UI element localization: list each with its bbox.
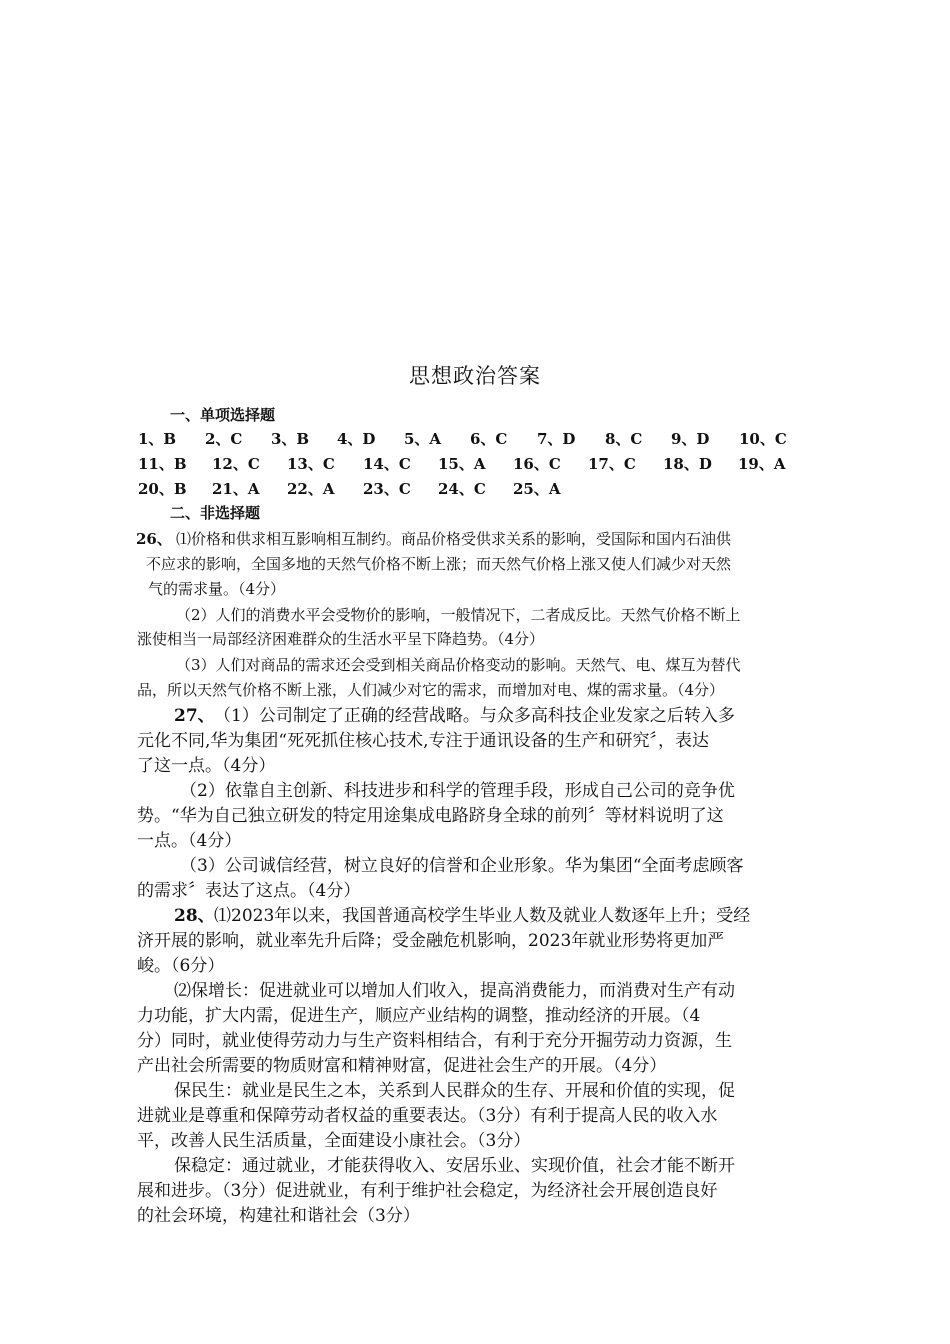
answer-line: （3）人们对商品的需求还会受到相关商品价格变动的影响。天然气、电、煤互为替代 (176, 656, 741, 674)
answer-item: 17、C (588, 455, 636, 473)
page-title: 思想政治答案 (409, 364, 541, 388)
question-number-26: 26、 (136, 530, 172, 548)
answer-line: ⑴价格和供求相互影响相互制约。商品价格受供求关系的影响，受国际和国内石油供 (176, 530, 732, 548)
answer-line: （3）公司诚信经营，树立良好的信誉和企业形象。华为集团“全面考虑顾客 (180, 856, 744, 876)
answer-line: 元化不同,华为集团“死死抓住核心技术,专注于通讯设备的生产和研究〞，表达 (137, 731, 709, 751)
answer-item: 12、C (212, 455, 260, 473)
answer-line: 不应求的影响，全国多地的天然气价格不断上涨；而天然气价格上涨又使人们减少对天然 (146, 555, 732, 573)
answer-line: 产出社会所需要的物质财富和精神财富，促进社会生产的开展。（4分） (137, 1056, 667, 1076)
answer-item: 20、B (138, 480, 187, 498)
answer-line: 一点。（4分） (137, 831, 242, 851)
answer-item: 10、C (739, 430, 787, 448)
answer-line: 的社会环境，构建社和谐社会（3分） (137, 1206, 420, 1226)
answer-line: 了这一点。（4分） (137, 756, 276, 776)
section-heading-choice: 一、单项选择题 (170, 406, 276, 424)
answer-line: ⑵保增长：促进就业可以增加人们收入，提高消费能力，而消费对生产有动 (174, 981, 735, 1001)
answer-item: 4、D (337, 430, 376, 448)
answer-item: 14、C (363, 455, 411, 473)
answer-item: 24、C (438, 480, 486, 498)
answer-item: 6、C (470, 430, 508, 448)
answer-item: 16、C (513, 455, 561, 473)
answer-line: 势。“华为自己独立研发的特定用途集成电路跻身全球的前列〞等材料说明了这 (137, 806, 724, 826)
answer-item: 1、B (138, 430, 177, 448)
answer-item: 5、A (404, 430, 442, 448)
answer-item: 18、D (663, 455, 712, 473)
answer-item: 3、B (271, 430, 310, 448)
answer-line: 济开展的影响，就业率先升后降；受金融危机影响，2023年就业形势将更加严 (137, 931, 725, 951)
answer-line: （1）公司制定了正确的经营战略。与众多高科技企业发家之后转入多 (214, 706, 735, 726)
answer-line: 保稳定：通过就业，才能获得收入、安居乐业、实现价值，社会才能不断开 (174, 1156, 735, 1176)
answer-item: 8、C (605, 430, 643, 448)
answer-item: 7、D (537, 430, 576, 448)
answer-line: 力功能，扩大内需，促进生产，顺应产业结构的调整，推动经济的开展。（4 (137, 1006, 701, 1026)
answer-line: 品，所以天然气价格不断上涨，人们减少对它的需求，而增加对电、煤的需求量。（4分） (137, 681, 725, 699)
section-heading-nonchoice: 二、非选择题 (170, 504, 261, 522)
answer-item: 11、B (138, 455, 187, 473)
answer-line: 平，改善人民生活质量，全面建设小康社会。（3分） (137, 1131, 531, 1151)
answer-row-1 (138, 428, 818, 450)
answer-row-3 (138, 478, 818, 500)
answer-line: 分）同时，就业使得劳动力与生产资料相结合，有利于充分开掘劳动力资源，生 (137, 1031, 732, 1051)
answer-row-2 (138, 453, 818, 475)
question-number-27: 27、 (174, 706, 215, 726)
answer-item: 2、C (205, 430, 243, 448)
answer-line: 涨使相当一局部经济困难群众的生活水平呈下降趋势。（4分） (137, 630, 545, 648)
answer-item: 23、C (363, 480, 411, 498)
answer-item: 13、C (287, 455, 335, 473)
question-number-28: 28、 (174, 906, 215, 926)
answer-line: 气的需求量。（4分） (148, 580, 286, 598)
answer-item: 21、A (212, 480, 260, 498)
answer-line: （2）依靠自主创新、科技进步和科学的管理手段，形成自己公司的竞争优 (180, 781, 735, 801)
answer-line: 的需求〞表达了这点。（4分） (137, 881, 361, 901)
answer-line: 进就业是尊重和保障劳动者权益的重要表达。（3分）有利于提高人民的收入水 (137, 1106, 718, 1126)
answer-item: 22、A (287, 480, 335, 498)
answer-line: 峻。（6分） (137, 956, 225, 976)
answer-item: 9、D (671, 430, 710, 448)
answer-line: 展和进步。（3分）促进就业，有利于维护社会稳定，为经济社会开展创造良好 (137, 1181, 718, 1201)
answer-item: 25、A (513, 480, 561, 498)
answer-line: ⑴2023年以来，我国普通高校学生毕业人数及就业人数逐年上升；受经 (214, 906, 751, 926)
answer-line: 保民生：就业是民生之本，关系到人民群众的生存、开展和价值的实现，促 (174, 1081, 735, 1101)
answer-item: 15、A (438, 455, 486, 473)
answer-item: 19、A (738, 455, 786, 473)
answer-line: （2）人们的消费水平会受物价的影响，一般情况下，二者成反比。天然气价格不断上 (176, 606, 741, 624)
